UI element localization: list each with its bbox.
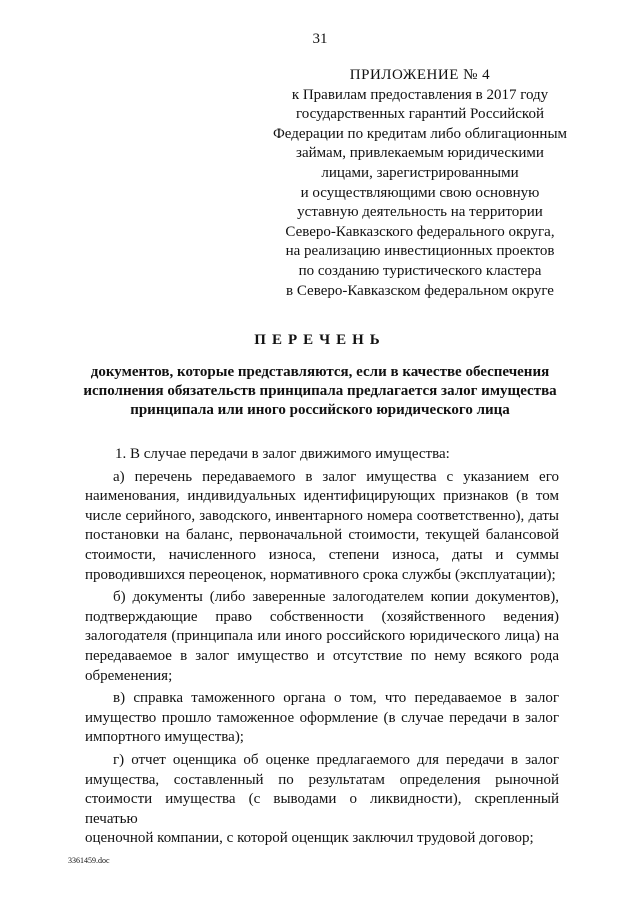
document-body	[85, 445, 559, 852]
paragraph-v	[85, 689, 559, 748]
appendix-line: Северо-Кавказского федерального округа,	[285, 223, 555, 240]
paragraph-line: импортного имущества);	[85, 729, 244, 746]
paragraph-line: а) перечень передаваемого в залог имущества с указанием его	[113, 468, 559, 485]
subtitle-line: исполнения обязательств принципала предлагается залог имущества	[83, 383, 557, 399]
paragraph-line: наименования, индивидуальных идентифицирующих признаков (в том	[85, 488, 559, 505]
paragraph-g	[85, 751, 559, 849]
subtitle-line: документов, которые представляются, если в качестве обеспечения	[90, 364, 550, 380]
appendix-line: в Северо-Кавказском федеральном округе	[286, 282, 554, 299]
page-number: 31	[312, 31, 328, 47]
paragraph-line: подтверждающие право собственности (хозяйственного ведения)	[85, 608, 559, 625]
paragraph-line: в) справка таможенного органа о том, что передаваемое в залог	[113, 690, 559, 707]
paragraph-b	[85, 588, 559, 686]
paragraph-1	[85, 445, 559, 465]
appendix-line: уставную деятельность на территории	[297, 204, 543, 221]
appendix-line: государственных гарантий Российской	[296, 106, 544, 123]
file-name-footer: 3361459.doc	[68, 856, 110, 865]
appendix-line: по созданию туристического кластера	[298, 262, 542, 279]
paragraph-line: проводившихся переоценок, нормативного срока службы (эксплуатации);	[85, 566, 556, 583]
appendix-line: к Правилам предоставления в 2017 году	[291, 86, 549, 103]
document-title: ПЕРЕЧЕНЬ	[254, 332, 386, 348]
paragraph-line: имущество прошло таможенное оформление (в случае передачи в залог	[85, 709, 559, 726]
paragraph-line: стоимости имущества (с выводами о ликвидности), скрепленный печатью	[85, 791, 559, 827]
paragraph-line: г) отчет оценщика об оценке предлагаемого для передачи в залог	[113, 751, 559, 768]
paragraph-line: постановки на баланс, первоначальной стоимости, текущей балансовой	[85, 527, 559, 544]
paragraph-line: числе серийного, заводского, инвентарного номера соответственно), даты	[85, 507, 559, 524]
paragraph-line: оценочной компании, с которой оценщик заключил трудовой договор;	[85, 830, 534, 847]
paragraph-line: передаваемое в залог имущество и отсутствие по нему всякого рода	[85, 647, 559, 664]
paragraph-line: 1. В случае передачи в залог движимого имущества:	[115, 446, 450, 462]
appendix-header	[240, 66, 600, 301]
appendix-line: на реализацию инвестиционных проектов	[285, 243, 555, 260]
paragraph-line: залогодателя (принципала или иного российского юридического лица) на	[85, 628, 559, 645]
appendix-line: займам, привлекаемым юридическими	[296, 145, 544, 162]
paragraph-a	[85, 468, 559, 586]
subtitle-line: принципала или иного российского юридического лица	[130, 402, 510, 418]
paragraph-line: имущества, составленный по результатам определения рыночной	[85, 771, 559, 788]
appendix-line: лицами, зарегистрированными	[321, 164, 519, 181]
appendix-line: Федерации по кредитам либо облигационным	[272, 125, 568, 142]
paragraph-line: обременения;	[85, 667, 173, 684]
appendix-line: и осуществляющими свою основную	[300, 184, 540, 201]
appendix-title: ПРИЛОЖЕНИЕ № 4	[349, 67, 491, 83]
document-subtitle	[60, 363, 580, 420]
paragraph-line: стоимости, начисленного износа, степени износа, даты и суммы	[85, 546, 559, 563]
paragraph-line: б) документы (либо заверенные залогодателем копии документов),	[113, 589, 559, 606]
